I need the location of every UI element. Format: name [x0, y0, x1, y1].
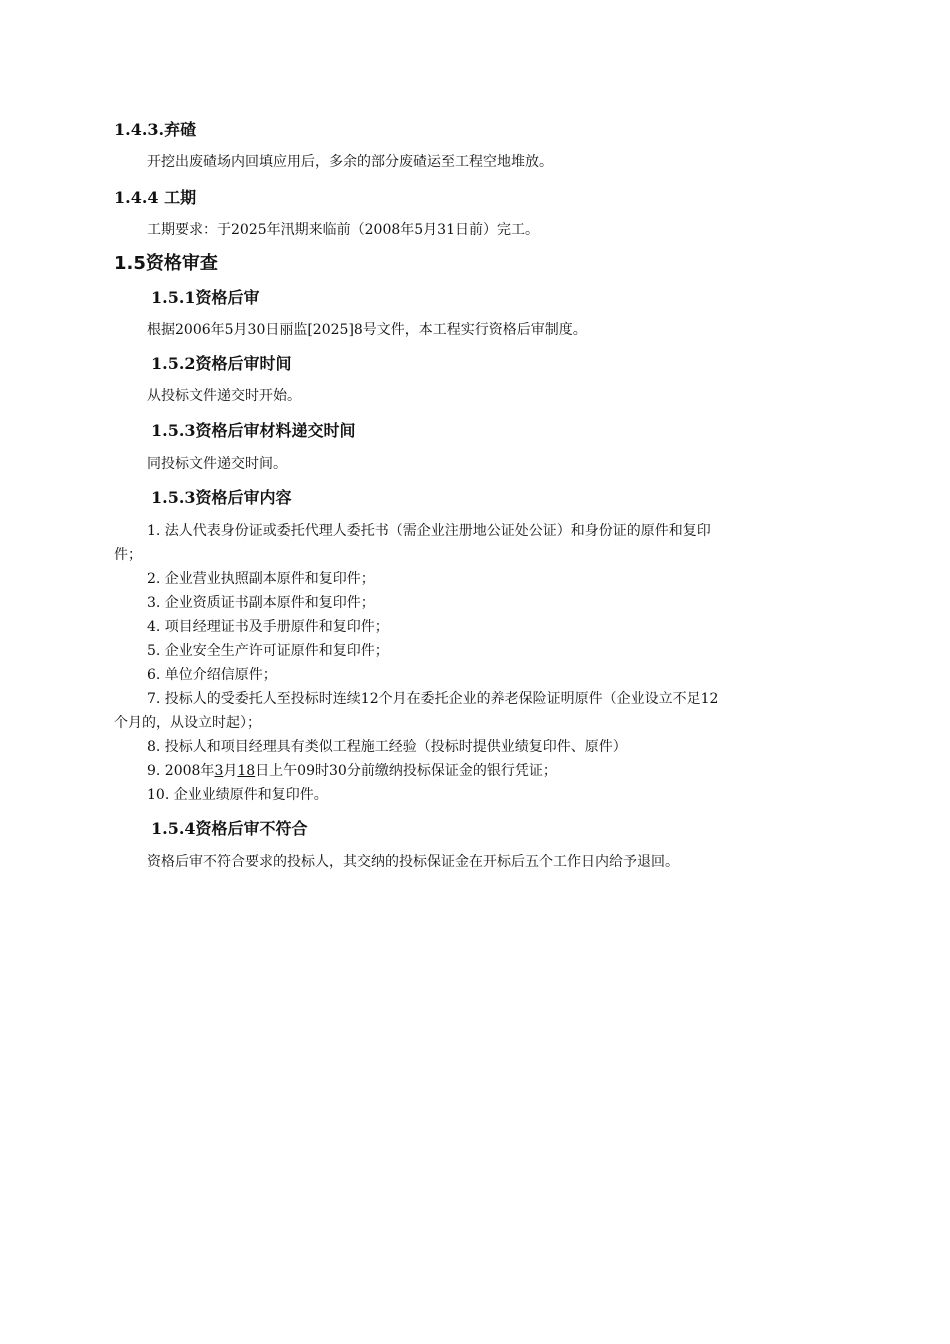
list-item: 6. 单位介绍信原件； — [147, 667, 277, 683]
section-1-4-4-heading: 1.4.4 工期 — [114, 188, 197, 207]
section-1-4-3-text: 开挖出废碴场内回填应用后，多余的部分废碴运至工程空地堆放。 — [147, 154, 553, 170]
section-1-5-1-heading: 1.5.1资格后审 — [151, 288, 260, 307]
list-item — [147, 760, 557, 780]
list-item-continuation: 件； — [114, 547, 142, 563]
section-1-5-heading: 1.5资格审查 — [114, 253, 218, 274]
section-1-5-2-text: 从投标文件递交时开始。 — [147, 388, 301, 404]
list-item: 3. 企业资质证书副本原件和复印件； — [147, 595, 375, 611]
section-1-4-4-text: 工期要求：于2025年汛期来临前（2008年5月31日前）完工。 — [147, 222, 539, 238]
section-1-5-4-heading: 1.5.4资格后审不符合 — [151, 819, 308, 838]
list-item: 10. 企业业绩原件和复印件。 — [147, 787, 328, 803]
list-item: 1. 法人代表身份证或委托代理人委托书（需企业注册地公证处公证）和身份证的原件和复印 — [147, 523, 711, 539]
item-9-prefix: 9. 2008年 — [147, 763, 215, 779]
item-9-suffix: 日上午09时30分前缴纳投标保证金的银行凭证； — [255, 763, 557, 779]
list-item: 7. 投标人的受委托人至投标时连续12个月在委托企业的养老保险证明原件（企业设立不足12 — [147, 691, 719, 707]
list-item: 2. 企业营业执照副本原件和复印件； — [147, 571, 375, 587]
list-item: 8. 投标人和项目经理具有类似工程施工经验（投标时提供业绩复印件、原件） — [147, 739, 627, 755]
list-item: 4. 项目经理证书及手册原件和复印件； — [147, 619, 389, 635]
item-9-day: 18 — [237, 763, 256, 779]
list-item: 5. 企业安全生产许可证原件和复印件； — [147, 643, 389, 659]
item-9-month: 3 — [214, 763, 224, 779]
item-9-month-unit: 月 — [223, 763, 238, 779]
section-1-5-3-time-heading: 1.5.3资格后审材料递交时间 — [151, 421, 356, 440]
list-item-continuation: 个月的，从设立时起）； — [114, 715, 261, 731]
section-1-5-1-text: 根据2006年5月30日丽监[2025]8号文件，本工程实行资格后审制度。 — [147, 322, 587, 338]
section-1-5-3-time-text: 同投标文件递交时间。 — [147, 456, 287, 472]
section-1-5-3-content-heading: 1.5.3资格后审内容 — [151, 488, 292, 507]
section-1-4-3-heading: 1.4.3.弃碴 — [114, 120, 197, 139]
section-1-5-2-heading: 1.5.2资格后审时间 — [151, 354, 292, 373]
section-1-5-4-text: 资格后审不符合要求的投标人，其交纳的投标保证金在开标后五个工作日内给予退回。 — [147, 854, 679, 870]
